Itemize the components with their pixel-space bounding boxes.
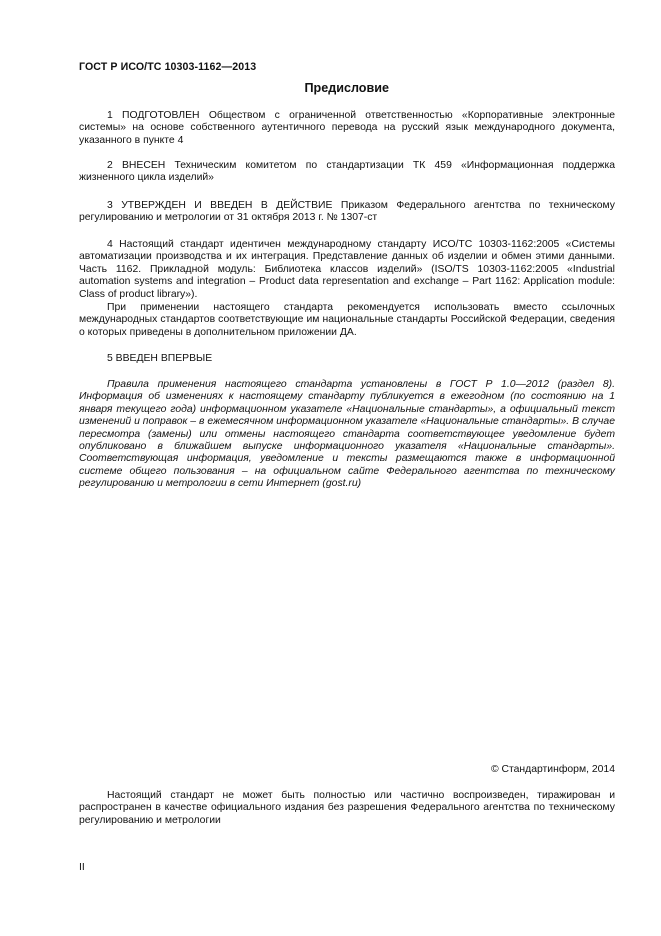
- page-number: II: [79, 862, 85, 873]
- section-title-text: Предисловие: [304, 81, 389, 95]
- paragraph-identical-standard: 4 Настоящий стандарт идентичен международному стандарту ИСО/ТС 10303-1162:2005 «Системы автоматизации производства и их интеграция. Представление данных об изделии и обмен этими данными. Часть 1162. Прикладной модуль: Библиотека классов изделий» (ISO/TS 10303-1162:2005 «Industrial automation systems and integration – Product data representation and exchange – Part 1162: Application module: Class of product library»).: [79, 239, 615, 300]
- paragraph-national-standards-note: При применении настоящего стандарта рекомендуется использовать вместо ссылочных международных стандартов соответствующие им национальные стандарты Российской Федерации, сведения о которых приведены в дополнительном приложении ДА.: [79, 302, 615, 338]
- paragraph-prepared-by: 1 ПОДГОТОВЛЕН Обществом с ограниченной ответственностью «Корпоративные электронные системы» на основе собственного аутентичного перевода на русский язык международного документа, указанного в пункте 4: [79, 110, 615, 146]
- copyright-line: © Стандартинформ, 2014: [490, 764, 615, 775]
- reproduction-notice: Настоящий стандарт не может быть полностью или частично воспроизведен, тиражирован и распространен в качестве официального издания без разрешения Федерального агентства по техническому регулированию и метрологии: [79, 790, 615, 826]
- paragraph-application-rules: Правила применения настоящего стандарта установлены в ГОСТ Р 1.0—2012 (раздел 8). Информация об изменениях к настоящему стандарту публикуется в ежегодном (по состоянию на 1 января текущего года) информационном указателе «Национальные стандарты», а официальный текст изменений и поправок – в ежемесячном информационном указателе «Национальные стандарты». В случае пересмотра (замены) или отмены настоящего стандарта соответствующее уведомление будет опубликовано в ближайшем выпуске информационного указателя «Национальные стандарты». Соответствующая информация, уведомление и тексты размещаются также в информационной системе общего пользования – на официальном сайте Федерального агентства по техническому регулированию и метрологии в сети Интернет (gost.ru): [79, 379, 615, 490]
- section-title: [79, 82, 615, 94]
- paragraph-approved: 3 УТВЕРЖДЕН И ВВЕДЕН В ДЕЙСТВИЕ Приказом Федерального агентства по техническому регулированию и метрологии от 31 октября 2013 г. № 1307-ст: [79, 200, 615, 224]
- paragraph-submitted-by: 2 ВНЕСЕН Техническим комитетом по стандартизации ТК 459 «Информационная поддержка жизненного цикла изделий»: [79, 160, 615, 184]
- paragraph-introduced-first: 5 ВВЕДЕН ВПЕРВЫЕ: [107, 353, 213, 364]
- document-header: ГОСТ Р ИСО/ТС 10303-1162—2013: [79, 61, 257, 73]
